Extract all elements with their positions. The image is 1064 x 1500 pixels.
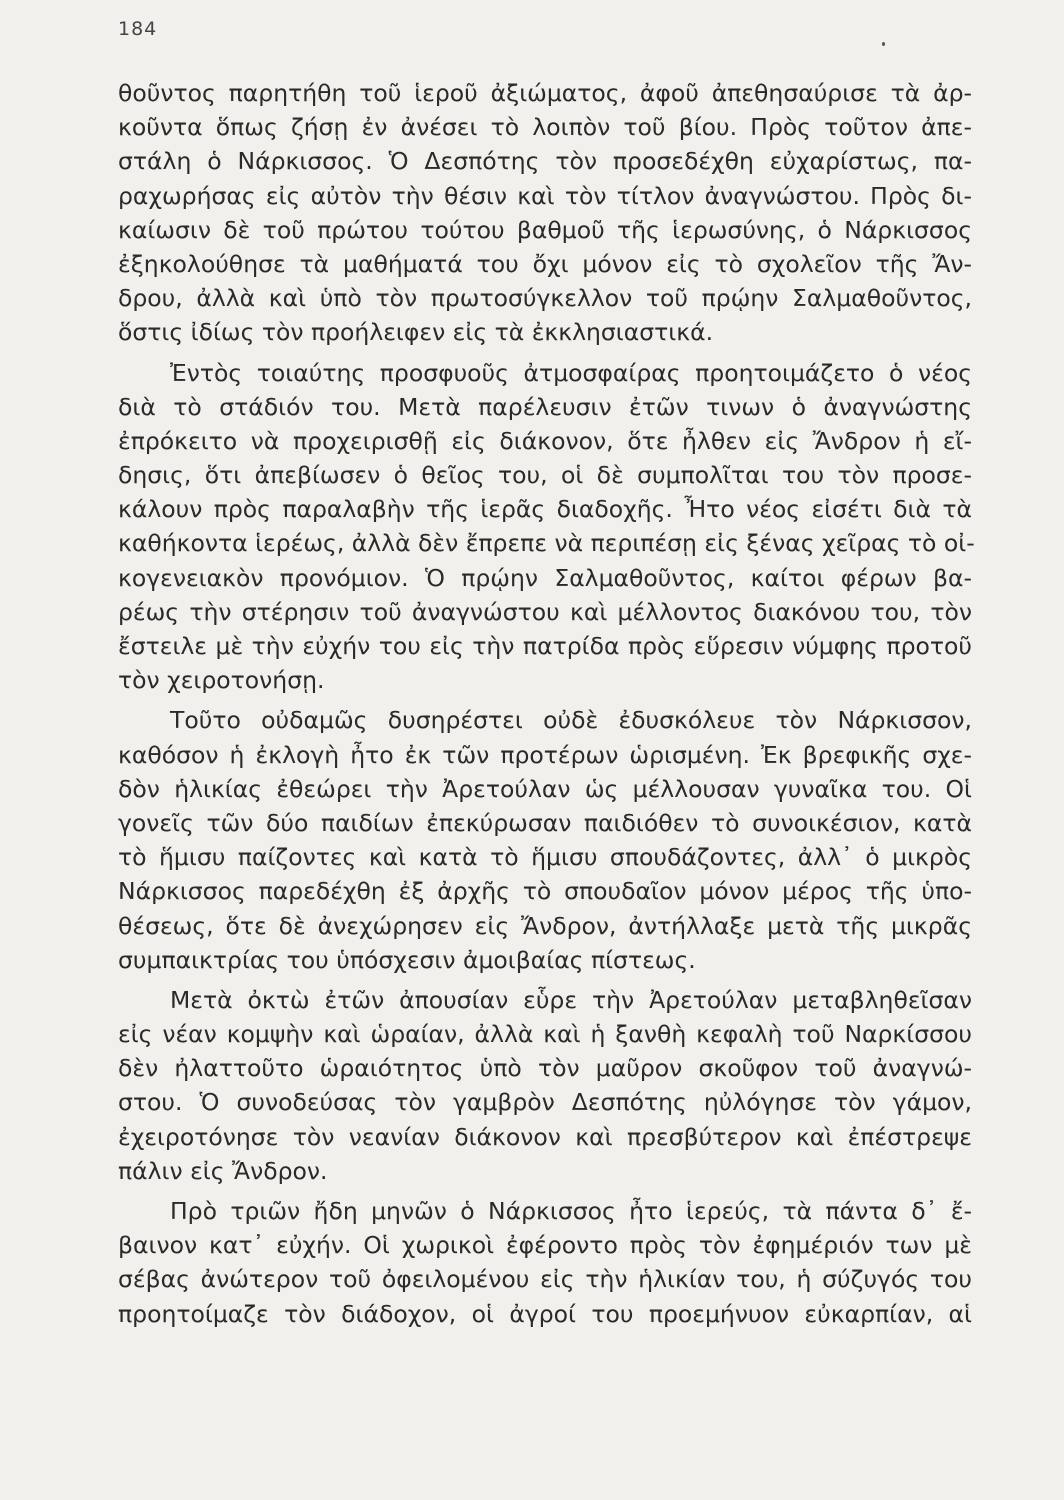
print-speck bbox=[882, 42, 885, 46]
text-line: δρου, ἀλλὰ καὶ ὑπὸ τὸν πρωτοσύγκελλον τοῦ πρῴην Σαλμαθοῦντος, bbox=[118, 284, 972, 313]
text-line: γονεῖς τῶν δύο παιδίων ἐπεκύρωσαν παιδιόθεν τὸ συνοικέσιον, κατὰ bbox=[118, 808, 972, 837]
text-line: ρέως τὴν στέρησιν τοῦ ἀναγνώστου καὶ μέλλοντος διακόνου του, τὸν bbox=[118, 597, 972, 626]
text-line: συμπαικτρίας του ὑπόσχεσιν ἀμοιβαίας πίστεως. bbox=[118, 945, 696, 974]
text-line: θοῦντος παρητήθη τοῦ ἱεροῦ ἀξιώματος, ἀφοῦ ἀπεθησαύρισε τὰ ἀρ- bbox=[118, 79, 972, 107]
text-line: κογενειακὸν προνόμιον. Ὁ πρῴην Σαλμαθοῦντος, καίτοι φέρων βα- bbox=[118, 563, 972, 592]
text-line: τὸν χειροτονήσῃ. bbox=[118, 666, 325, 695]
body-text bbox=[118, 76, 975, 1331]
text-line: προητοίμαζε τὸν διάδοχον, οἱ ἀγροί του προεμήνυον εὐκαρπίαν, αἱ bbox=[118, 1299, 972, 1328]
text-line: ἐπρόκειτο νὰ προχειρισθῇ εἰς διάκονον, ὅτε ἦλθεν εἰς Ἄνδρον ἡ εἴ- bbox=[118, 426, 972, 455]
text-line: ἐχειροτόνησε τὸν νεανίαν διάκονον καὶ πρεσβύτερον καὶ ἐπέστρεψε bbox=[118, 1122, 972, 1151]
text-line: εἰς νέαν κομψὴν καὶ ὡραίαν, ἀλλὰ καὶ ἡ ξανθὴ κεφαλὴ τοῦ Ναρκίσσου bbox=[118, 1020, 972, 1049]
text-line: κοῦντα ὅπως ζήσῃ ἐν ἀνέσει τὸ λοιπὸν τοῦ βίου. Πρὸς τοῦτον ἀπε- bbox=[118, 113, 972, 142]
text-line: δὲν ἠλαττοῦτο ὡραιότητος ὑπὸ τὸν μαῦρον σκοῦφον τοῦ ἀναγνώ- bbox=[118, 1054, 972, 1083]
paragraph bbox=[118, 703, 972, 977]
paragraph bbox=[118, 356, 975, 698]
text-line: ραχωρήσας εἰς αὐτὸν τὴν θέσιν καὶ τὸν τίτλον ἀναγνώστου. Πρὸς δι- bbox=[118, 181, 972, 210]
paragraph bbox=[118, 76, 972, 350]
text-line: ἐξηκολούθησε τὰ μαθήματά του ὄχι μόνον εἰς τὸ σχολεῖον τῆς Ἄν- bbox=[118, 249, 972, 278]
text-line: ἔστειλε μὲ τὴν εὐχήν του εἰς τὴν πατρίδα πρὸς εὕρεσιν νύμφης προτοῦ bbox=[118, 632, 972, 660]
text-line: κάλουν πρὸς παραλαβὴν τῆς ἱερᾶς διαδοχῆς. Ἦτο νέος εἰσέτι διὰ τὰ bbox=[118, 495, 972, 524]
text-line: τὸ ἥμισυ παίζοντες καὶ κατὰ τὸ ἥμισυ σπουδάζοντες, ἀλλ᾽ ὁ μικρὸς bbox=[118, 843, 972, 872]
text-line: στάλη ὁ Νάρκισσος. Ὁ Δεσπότης τὸν προσεδέχθη εὐχαρίστως, πα- bbox=[118, 147, 972, 176]
text-line: Πρὸ τριῶν ἤδη μηνῶν ὁ Νάρκισσος ἦτο ἱερεύς, τὰ πάντα δ᾽ ἔ- bbox=[170, 1197, 972, 1225]
text-line: δησις, ὅτι ἀπεβίωσεν ὁ θεῖος του, οἱ δὲ συμπολῖται του τὸν προσε- bbox=[118, 461, 972, 490]
text-line: Τοῦτο οὐδαμῶς δυσηρέστει οὐδὲ ἐδυσκόλευε τὸν Νάρκισσον, bbox=[170, 706, 972, 735]
text-line: καθόσον ἡ ἐκλογὴ ἦτο ἐκ τῶν προτέρων ὡρισμένη. Ἐκ βρεφικῆς σχε- bbox=[118, 740, 972, 769]
paragraph bbox=[118, 1194, 972, 1331]
text-line: σέβας ἀνώτερον τοῦ ὀφειλομένου εἰς τὴν ἡλικίαν του, ἡ σύζυγός του bbox=[118, 1265, 972, 1294]
text-line: Μετὰ ὀκτὼ ἐτῶν ἀπουσίαν εὗρε τὴν Ἀρετούλαν μεταβληθεῖσαν bbox=[170, 985, 972, 1014]
text-line: βαινον κατ᾽ εὐχήν. Οἱ χωρικοὶ ἐφέροντο πρὸς τὸν ἐφημέριόν των μὲ bbox=[118, 1231, 972, 1260]
text-line: δὸν ἡλικίας ἐθεώρει τὴν Ἀρετούλαν ὡς μέλλουσαν γυναῖκα του. Οἱ bbox=[118, 774, 972, 803]
text-line: Ἐντὸς τοιαύτης προσφυοῦς ἀτμοσφαίρας προητοιμάζετο ὁ νέος bbox=[170, 358, 972, 387]
paragraph bbox=[118, 983, 972, 1188]
text-line: στου. Ὁ συνοδεύσας τὸν γαμβρὸν Δεσπότης ηὐλόγησε τὸν γάμον, bbox=[118, 1088, 972, 1117]
page-number: 184 bbox=[118, 18, 158, 40]
text-line: Νάρκισσος παρεδέχθη ἐξ ἀρχῆς τὸ σπουδαῖον μόνον μέρος τῆς ὑπο- bbox=[118, 877, 972, 906]
text-line: πάλιν εἰς Ἄνδρον. bbox=[118, 1156, 328, 1185]
text-line: καθήκοντα ἱερέως, ἀλλὰ δὲν ἔπρεπε νὰ περιπέσῃ εἰς ξένας χεῖρας τὸ οἰ- bbox=[118, 529, 975, 558]
text-line: ὅστις ἰδίως τὸν προήλειφεν εἰς τὰ ἐκκλησιαστικά. bbox=[118, 318, 714, 347]
text-line: καίωσιν δὲ τοῦ πρώτου τούτου βαθμοῦ τῆς ἱερωσύνης, ὁ Νάρκισσος bbox=[118, 215, 972, 244]
text-line: θέσεως, ὅτε δὲ ἀνεχώρησεν εἰς Ἄνδρον, ἀντήλλαξε μετὰ τῆς μικρᾶς bbox=[118, 911, 972, 940]
text-line: διὰ τὸ στάδιόν του. Μετὰ παρέλευσιν ἐτῶν τινων ὁ ἀναγνώστης bbox=[118, 392, 972, 421]
